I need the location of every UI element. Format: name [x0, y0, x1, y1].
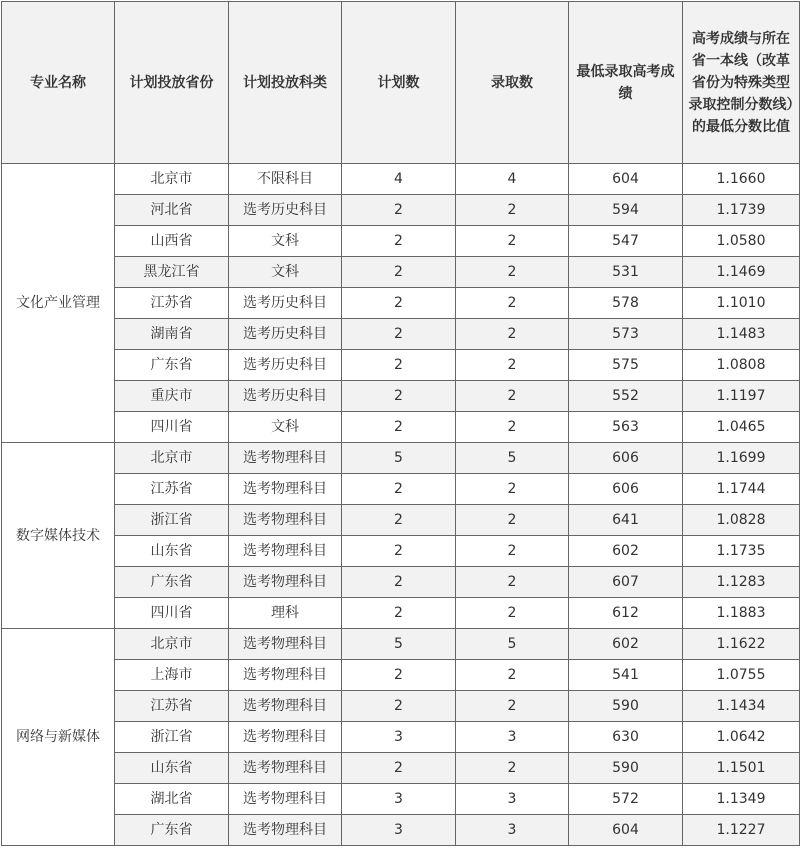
major-name-cell: 数字媒体技术: [2, 443, 115, 629]
header-min-score: 最低录取高考成绩: [569, 2, 683, 164]
table-row: [2, 195, 800, 226]
table-row: [2, 164, 800, 195]
admitted-count-cell: 4: [456, 164, 569, 195]
plan-count-cell: 5: [342, 629, 456, 660]
major-name-cell: 网络与新媒体: [2, 629, 115, 846]
province-cell: 江苏省: [115, 691, 229, 722]
plan-count-cell: 2: [342, 505, 456, 536]
admitted-count-cell: 5: [456, 443, 569, 474]
province-cell: 山西省: [115, 226, 229, 257]
table-row: [2, 598, 800, 629]
header-ratio: 高考成绩与所在省一本线（改革省份为特殊类型录取控制分数线）的最低分数比值: [683, 2, 800, 164]
min-score-cell: 612: [569, 598, 683, 629]
plan-count-cell: 2: [342, 598, 456, 629]
min-score-cell: 531: [569, 257, 683, 288]
subject-cell: 文科: [229, 412, 342, 443]
table-row: [2, 474, 800, 505]
table-row: [2, 505, 800, 536]
subject-cell: 选考物理科目: [229, 815, 342, 846]
header-subject: 计划投放科类: [229, 2, 342, 164]
admitted-count-cell: 2: [456, 474, 569, 505]
plan-count-cell: 2: [342, 536, 456, 567]
subject-cell: 选考物理科目: [229, 691, 342, 722]
score-ratio-cell: 1.0580: [683, 226, 800, 257]
plan-count-cell: 2: [342, 753, 456, 784]
subject-cell: 不限科目: [229, 164, 342, 195]
subject-cell: 选考物理科目: [229, 474, 342, 505]
province-cell: 湖北省: [115, 784, 229, 815]
subject-cell: 选考物理科目: [229, 443, 342, 474]
score-ratio-cell: 1.1660: [683, 164, 800, 195]
plan-count-cell: 2: [342, 381, 456, 412]
min-score-cell: 563: [569, 412, 683, 443]
table-row: [2, 629, 800, 660]
plan-count-cell: 2: [342, 288, 456, 319]
province-cell: 河北省: [115, 195, 229, 226]
min-score-cell: 578: [569, 288, 683, 319]
min-score-cell: 604: [569, 815, 683, 846]
table-row: [2, 753, 800, 784]
min-score-cell: 594: [569, 195, 683, 226]
min-score-cell: 602: [569, 536, 683, 567]
min-score-cell: 575: [569, 350, 683, 381]
major-name-cell: 文化产业管理: [2, 164, 115, 443]
header-plan: 计划数: [342, 2, 456, 164]
subject-cell: 选考历史科目: [229, 319, 342, 350]
min-score-cell: 641: [569, 505, 683, 536]
table-row: [2, 319, 800, 350]
score-ratio-cell: 1.1883: [683, 598, 800, 629]
admitted-count-cell: 2: [456, 536, 569, 567]
min-score-cell: 572: [569, 784, 683, 815]
score-ratio-cell: 1.1744: [683, 474, 800, 505]
admitted-count-cell: 2: [456, 598, 569, 629]
header-major: 专业名称: [2, 2, 115, 164]
admitted-count-cell: 5: [456, 629, 569, 660]
admitted-count-cell: 2: [456, 381, 569, 412]
province-cell: 四川省: [115, 598, 229, 629]
table-row: [2, 443, 800, 474]
plan-count-cell: 5: [342, 443, 456, 474]
score-ratio-cell: 1.1227: [683, 815, 800, 846]
table-row: [2, 350, 800, 381]
table-body: [2, 164, 800, 846]
plan-count-cell: 3: [342, 815, 456, 846]
table-row: [2, 815, 800, 846]
admitted-count-cell: 2: [456, 288, 569, 319]
min-score-cell: 604: [569, 164, 683, 195]
admitted-count-cell: 2: [456, 412, 569, 443]
subject-cell: 选考物理科目: [229, 784, 342, 815]
min-score-cell: 630: [569, 722, 683, 753]
plan-count-cell: 2: [342, 567, 456, 598]
admitted-count-cell: 2: [456, 226, 569, 257]
province-cell: 黑龙江省: [115, 257, 229, 288]
plan-count-cell: 4: [342, 164, 456, 195]
province-cell: 山东省: [115, 536, 229, 567]
plan-count-cell: 2: [342, 412, 456, 443]
header-row: [2, 2, 800, 164]
subject-cell: 选考历史科目: [229, 288, 342, 319]
plan-count-cell: 2: [342, 474, 456, 505]
min-score-cell: 602: [569, 629, 683, 660]
score-ratio-cell: 1.1739: [683, 195, 800, 226]
min-score-cell: 606: [569, 443, 683, 474]
plan-count-cell: 2: [342, 195, 456, 226]
admitted-count-cell: 3: [456, 784, 569, 815]
province-cell: 北京市: [115, 164, 229, 195]
score-ratio-cell: 1.0755: [683, 660, 800, 691]
score-ratio-cell: 1.1501: [683, 753, 800, 784]
plan-count-cell: 2: [342, 350, 456, 381]
subject-cell: 选考物理科目: [229, 505, 342, 536]
subject-cell: 选考物理科目: [229, 722, 342, 753]
score-ratio-cell: 1.1434: [683, 691, 800, 722]
plan-count-cell: 2: [342, 691, 456, 722]
admitted-count-cell: 2: [456, 567, 569, 598]
table-row: [2, 691, 800, 722]
subject-cell: 文科: [229, 226, 342, 257]
min-score-cell: 552: [569, 381, 683, 412]
plan-count-cell: 3: [342, 784, 456, 815]
admission-table: [1, 1, 800, 846]
table-row: [2, 381, 800, 412]
plan-count-cell: 2: [342, 319, 456, 350]
score-ratio-cell: 1.1735: [683, 536, 800, 567]
header-admitted: 录取数: [456, 2, 569, 164]
table-row: [2, 722, 800, 753]
min-score-cell: 573: [569, 319, 683, 350]
admitted-count-cell: 3: [456, 815, 569, 846]
admitted-count-cell: 2: [456, 753, 569, 784]
table-row: [2, 226, 800, 257]
subject-cell: 选考历史科目: [229, 381, 342, 412]
subject-cell: 选考物理科目: [229, 660, 342, 691]
header-province: 计划投放省份: [115, 2, 229, 164]
plan-count-cell: 2: [342, 226, 456, 257]
plan-count-cell: 3: [342, 722, 456, 753]
province-cell: 江苏省: [115, 288, 229, 319]
score-ratio-cell: 1.0642: [683, 722, 800, 753]
min-score-cell: 590: [569, 753, 683, 784]
subject-cell: 选考历史科目: [229, 350, 342, 381]
table-row: [2, 257, 800, 288]
table-row: [2, 660, 800, 691]
admitted-count-cell: 3: [456, 722, 569, 753]
score-ratio-cell: 1.1197: [683, 381, 800, 412]
admitted-count-cell: 2: [456, 691, 569, 722]
admitted-count-cell: 2: [456, 660, 569, 691]
score-ratio-cell: 1.1283: [683, 567, 800, 598]
admitted-count-cell: 2: [456, 350, 569, 381]
province-cell: 江苏省: [115, 474, 229, 505]
score-ratio-cell: 1.1622: [683, 629, 800, 660]
min-score-cell: 590: [569, 691, 683, 722]
subject-cell: 理科: [229, 598, 342, 629]
province-cell: 广东省: [115, 567, 229, 598]
province-cell: 山东省: [115, 753, 229, 784]
plan-count-cell: 2: [342, 660, 456, 691]
score-ratio-cell: 1.1483: [683, 319, 800, 350]
admitted-count-cell: 2: [456, 195, 569, 226]
province-cell: 浙江省: [115, 505, 229, 536]
min-score-cell: 541: [569, 660, 683, 691]
table-row: [2, 784, 800, 815]
score-ratio-cell: 1.0808: [683, 350, 800, 381]
subject-cell: 选考物理科目: [229, 536, 342, 567]
score-ratio-cell: 1.0465: [683, 412, 800, 443]
table-row: [2, 288, 800, 319]
subject-cell: 文科: [229, 257, 342, 288]
table-row: [2, 412, 800, 443]
table-row: [2, 536, 800, 567]
min-score-cell: 547: [569, 226, 683, 257]
table-row: [2, 567, 800, 598]
subject-cell: 选考物理科目: [229, 753, 342, 784]
province-cell: 北京市: [115, 443, 229, 474]
province-cell: 上海市: [115, 660, 229, 691]
plan-count-cell: 2: [342, 257, 456, 288]
score-ratio-cell: 1.1349: [683, 784, 800, 815]
admitted-count-cell: 2: [456, 319, 569, 350]
score-ratio-cell: 1.1010: [683, 288, 800, 319]
subject-cell: 选考物理科目: [229, 567, 342, 598]
province-cell: 广东省: [115, 350, 229, 381]
province-cell: 北京市: [115, 629, 229, 660]
score-ratio-cell: 1.0828: [683, 505, 800, 536]
province-cell: 广东省: [115, 815, 229, 846]
subject-cell: 选考物理科目: [229, 629, 342, 660]
province-cell: 浙江省: [115, 722, 229, 753]
subject-cell: 选考历史科目: [229, 195, 342, 226]
score-ratio-cell: 1.1699: [683, 443, 800, 474]
min-score-cell: 607: [569, 567, 683, 598]
province-cell: 四川省: [115, 412, 229, 443]
province-cell: 湖南省: [115, 319, 229, 350]
score-ratio-cell: 1.1469: [683, 257, 800, 288]
min-score-cell: 606: [569, 474, 683, 505]
admitted-count-cell: 2: [456, 257, 569, 288]
province-cell: 重庆市: [115, 381, 229, 412]
admitted-count-cell: 2: [456, 505, 569, 536]
